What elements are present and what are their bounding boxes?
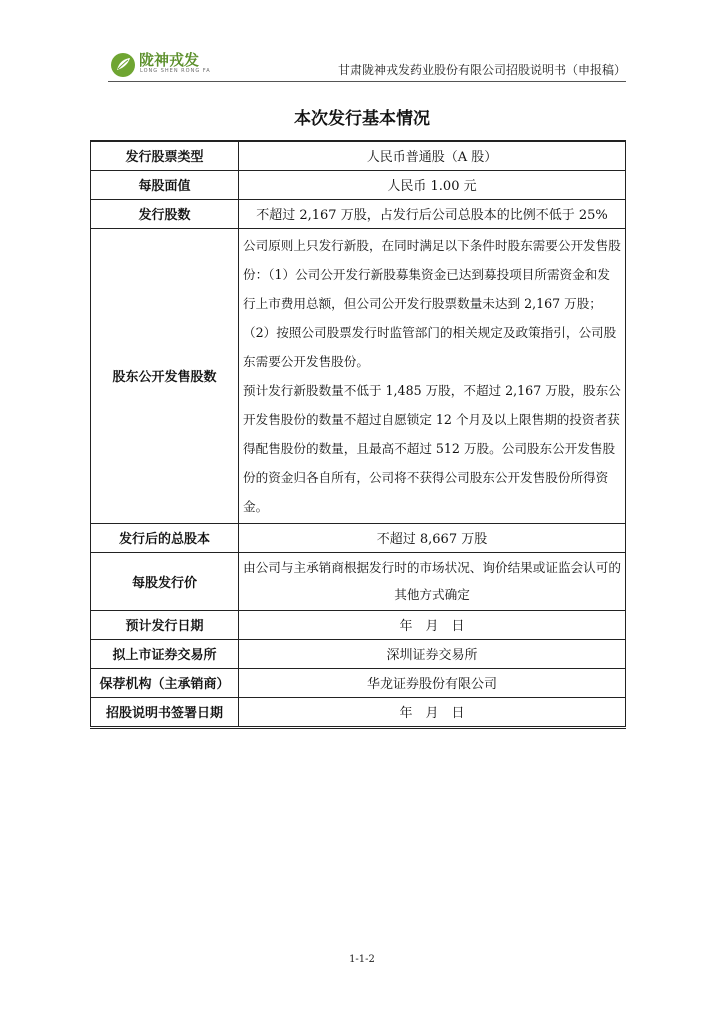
row-label: 保荐机构（主承销商） [91, 668, 239, 697]
table-row [91, 639, 626, 668]
row-label: 每股发行价 [91, 552, 239, 610]
row-value: 不超过 2,167 万股，占发行后公司总股本的比例不低于 25% [239, 199, 626, 228]
row-value: 人民币 1.00 元 [239, 170, 626, 199]
table-row [91, 552, 626, 610]
row-value: 年 月 日 [239, 610, 626, 639]
table-row [91, 668, 626, 697]
row-label: 预计发行日期 [91, 610, 239, 639]
row-label: 每股面值 [91, 170, 239, 199]
table-row [91, 141, 626, 170]
logo-subtext: LONG SHEN RONG FA [140, 68, 211, 74]
row-label: 发行后的总股本 [91, 523, 239, 552]
row-value: 由公司与主承销商根据发行时的市场状况、询价结果或证监会认可的其他方式确定 [239, 552, 626, 610]
table-row [91, 697, 626, 727]
row-label: 发行股数 [91, 199, 239, 228]
table-row [91, 523, 626, 552]
table-row [91, 610, 626, 639]
row-label: 拟上市证券交易所 [91, 639, 239, 668]
header-divider [108, 81, 626, 82]
leaf-logo-icon [110, 52, 136, 78]
document-title: 甘肃陇神戎发药业股份有限公司招股说明书（申报稿） [337, 63, 626, 77]
row-value: 深圳证券交易所 [239, 639, 626, 668]
page-number: 1-1-2 [349, 954, 375, 965]
company-logo [108, 48, 238, 80]
row-value: 年 月 日 [239, 697, 626, 727]
page-title: 本次发行基本情况 [294, 109, 430, 129]
table-row [91, 228, 626, 523]
row-value: 不超过 8,667 万股 [239, 523, 626, 552]
row-value [239, 228, 626, 523]
page-header [108, 48, 626, 80]
row-label: 发行股票类型 [91, 141, 239, 170]
table-row [91, 170, 626, 199]
table-row [91, 199, 626, 228]
row-label: 股东公开发售股数 [91, 228, 239, 523]
logo-text: 陇神戎发 [139, 51, 200, 69]
issuance-info-table [90, 140, 626, 729]
row-value: 华龙证券股份有限公司 [239, 668, 626, 697]
row-label: 招股说明书签署日期 [91, 697, 239, 727]
paragraph: 公司原则上只发行新股，在同时满足以下条件时股东需要公开发售股份：（1）公司公开发行新股募集资金已达到募投项目所需资金和发行上市费用总额，但公司公开发行股票数量未达到 2,167 万股；（2）按照公司股票发行时监管部门的相关规定及政策指引，公司股东需要公开发售股份。 [243, 237, 621, 369]
row-value: 人民币普通股（A 股） [239, 141, 626, 170]
paragraph: 预计发行新股数量不低于 1,485 万股，不超过 2,167 万股，股东公开发售股份的数量不超过自愿锁定 12 个月及以上限售期的投资者获得配售股份的数量，且最高不超过 512 万股。公司股东公开发售股份的资金归各自所有，公司将不获得公司股东公开发售股份所得资金。 [243, 382, 621, 514]
